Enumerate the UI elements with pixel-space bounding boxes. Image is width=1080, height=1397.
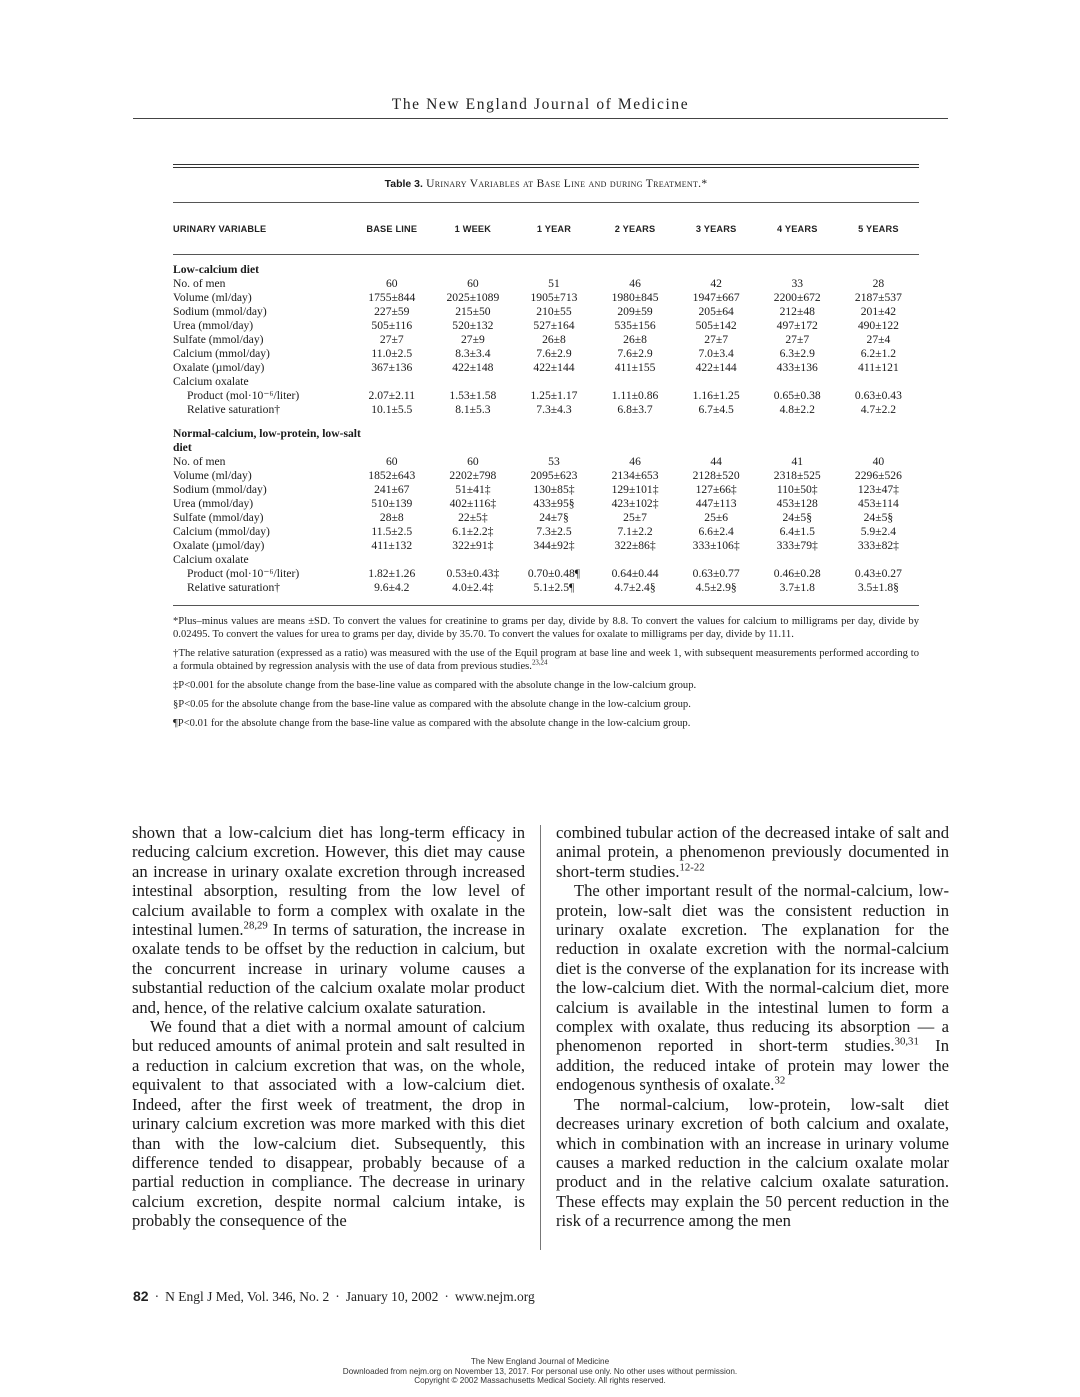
table-cell: 6.3±2.9 <box>779 347 815 360</box>
section-row <box>173 255 919 278</box>
table-cell: 0.63±0.77 <box>692 567 740 580</box>
footnote-star: *Plus–minus values are means ±SD. To convert the values for creatinine to grams per day, divide by 8.8. To convert the values for calcium to milligrams per day, divide by 0.02495. To convert the values for urea to grams per day, divide by 35.70. To convert the values for oxalate to milligrams per day, divide by 11.11. <box>173 616 919 640</box>
column-header: 5 YEARS <box>858 224 899 234</box>
table-cell: 433±95§ <box>533 497 575 510</box>
footnote-ddagger: ‡P<0.001 for the absolute change from the base-line value as compared with the absolute change in the low-calcium group. <box>173 680 697 691</box>
section-label: Low-calcium diet <box>173 263 259 276</box>
page-footer <box>133 1288 535 1305</box>
table-cell: 422±148 <box>452 361 494 374</box>
paragraph-text: shown that a low-calcium diet has long-term efficacy in reducing calcium excretion. However, this diet may cause an increase in urinary oxalate excretion through increased intestinal absorption, resulting from the low level of calcium available to form a complex with oxalate in the intestinal lumen. <box>132 823 525 940</box>
table-cell: 497±172 <box>776 319 818 332</box>
table-cell: 42 <box>710 277 722 290</box>
table-cell: 433±136 <box>776 361 818 374</box>
table-title <box>173 168 919 202</box>
table-cell: 535±156 <box>614 319 656 332</box>
table-cell <box>838 375 919 389</box>
reference: 12-22 <box>679 861 705 874</box>
table-row <box>173 305 919 319</box>
paragraph <box>132 823 525 1017</box>
table-cell: 333±79‡ <box>776 539 818 552</box>
table-cell: 6.2±1.2 <box>860 347 897 360</box>
table-cell: 41 <box>791 455 804 468</box>
row-label: Sulfate (mmol/day) <box>173 333 264 346</box>
table-cell: 6.7±4.5 <box>698 403 734 416</box>
table-cell: 24±7§ <box>539 511 569 524</box>
table-cell: 7.0±3.4 <box>698 347 734 360</box>
header-rule <box>133 118 948 119</box>
table-cell: 1.82±1.26 <box>368 567 416 580</box>
table-cell <box>351 553 432 567</box>
table-cell <box>595 375 676 389</box>
table-cell: 53 <box>548 455 560 468</box>
table-cell: 422±144 <box>533 361 575 374</box>
table-cell <box>838 553 919 567</box>
footnote-dagger <box>173 647 919 673</box>
footnote-dagger-refs: 23,24 <box>531 659 548 667</box>
table-cell: 4.8±2.2 <box>779 403 815 416</box>
table-cell: 5.1±2.5¶ <box>533 581 575 594</box>
table-cell: 27±9 <box>460 333 485 346</box>
table-row <box>173 553 919 567</box>
table-cell: 9.6±4.2 <box>374 581 410 594</box>
row-label: Urea (mmol/day) <box>173 319 254 332</box>
table-cell: 1.53±1.58 <box>449 389 497 402</box>
table-cell: 505±116 <box>371 319 413 332</box>
table-cell: 1.25±1.17 <box>530 389 578 402</box>
paragraph <box>556 823 949 881</box>
table-cell: 422±144 <box>695 361 737 374</box>
table-row <box>173 581 919 605</box>
table-row <box>173 539 919 553</box>
table-cell: 6.1±2.2‡ <box>452 525 494 538</box>
table-cell: 0.53±0.43‡ <box>446 567 500 580</box>
table-row <box>173 277 919 291</box>
table-cell: 527±164 <box>533 319 575 332</box>
table-header-row <box>173 203 919 255</box>
table-cell <box>432 553 513 567</box>
journal-header: The New England Journal of Medicine <box>391 96 690 113</box>
table-cell: 2318±525 <box>773 469 821 482</box>
table-cell: 215±50 <box>455 305 491 318</box>
table-cell: 8.1±5.3 <box>455 403 491 416</box>
row-label: Calcium (mmol/day) <box>173 347 270 360</box>
table-cell: 241±67 <box>374 483 410 496</box>
row-label: Calcium oxalate <box>173 375 249 388</box>
table-body <box>173 255 919 606</box>
table-3 <box>173 164 919 736</box>
table-cell: 3.7±1.8 <box>779 581 815 594</box>
table-cell: 7.3±2.5 <box>536 525 572 538</box>
row-label: Volume (ml/day) <box>173 469 252 482</box>
table-cell: 24±5§ <box>863 511 894 524</box>
paragraph: The normal-calcium, low-protein, low-salt diet decreases urinary excretion of both calcium and oxalate, which in combination with an increase in urinary volume causes a marked reduction in the calcium oxalate molar product and in the relative calcium oxalate saturation. These effects may explain the 50 percent reduction in the risk of a recurrence among the men <box>556 1094 949 1231</box>
table-cell: 2128±520 <box>692 469 740 482</box>
table-cell: 22±5‡ <box>458 511 488 524</box>
table-row <box>173 511 919 525</box>
paragraph-text: In terms of saturation, the increase in oxalate tends to be offset by the reduction in calcium, but the concurrent increase in urinary volume causes a substantial reduction of the calcium oxalate molar product and, hence, of the relative calcium oxalate saturation. <box>132 920 525 1017</box>
table-bottom-rule <box>173 605 919 606</box>
footer-separator: · <box>444 1289 449 1304</box>
row-label: Oxalate (µmol/day) <box>173 539 265 552</box>
table-cell: 520±132 <box>452 319 494 332</box>
table-cell: 411±132 <box>371 539 413 552</box>
download-note <box>0 1357 1080 1386</box>
paragraph <box>556 881 949 1094</box>
row-label: Product (mol·10⁻⁶/liter) <box>187 567 300 580</box>
table-cell: 1.11±0.86 <box>611 389 659 402</box>
table-cell: 2187±537 <box>854 291 902 304</box>
table-cell: 1.16±1.25 <box>692 389 740 402</box>
column-rule <box>540 825 541 1250</box>
footer-date: January 10, 2002 <box>345 1289 439 1304</box>
table-cell <box>757 553 838 567</box>
table-row <box>173 291 919 305</box>
table-cell: 3.5±1.8§ <box>857 581 899 594</box>
row-label: Calcium oxalate <box>173 553 249 566</box>
table-cell: 2200±672 <box>773 291 821 304</box>
table-cell <box>676 553 757 567</box>
table-cell: 322±86‡ <box>614 539 656 552</box>
row-label: No. of men <box>173 455 226 468</box>
column-header: 2 YEARS <box>614 224 656 234</box>
column-header: 1 WEEK <box>454 224 492 234</box>
footer-separator: · <box>335 1289 340 1304</box>
table-cell: 46 <box>629 277 641 290</box>
table-cell: 28 <box>872 277 885 290</box>
table-cell: 27±7 <box>379 333 404 346</box>
table-cell: 7.6±2.9 <box>617 347 653 360</box>
column-header: 4 YEARS <box>776 224 818 234</box>
table-cell: 1905±713 <box>530 291 578 304</box>
reference: 28,29 <box>243 919 268 932</box>
table-cell: 402±116‡ <box>449 497 497 510</box>
table-cell: 7.1±2.2 <box>617 525 653 538</box>
table-cell: 209±59 <box>617 305 653 318</box>
table-cell: 7.3±4.3 <box>536 403 572 416</box>
table-cell: 7.6±2.9 <box>536 347 572 360</box>
table-cell: 25±6 <box>704 511 729 524</box>
table-cell: 11.0±2.5 <box>371 347 413 360</box>
table-row <box>173 567 919 581</box>
row-label: Product (mol·10⁻⁶/liter) <box>187 389 300 402</box>
row-label: Sodium (mmol/day) <box>173 483 267 496</box>
paragraph-text: combined tubular action of the decreased intake of salt and animal protein, a phenomenon previously documented in short-term studies. <box>556 823 949 881</box>
table-cell: 344±92‡ <box>533 539 575 552</box>
urinary-table <box>173 203 919 605</box>
table-cell <box>513 375 594 389</box>
table-cell <box>676 375 757 389</box>
table-cell: 60 <box>467 277 479 290</box>
table-footnotes <box>173 615 919 730</box>
table-cell: 0.63±0.43 <box>854 389 902 402</box>
table-row <box>173 403 919 417</box>
footer-citation: N Engl J Med, Vol. 346, No. 2 <box>165 1289 330 1304</box>
table-cell: 10.1±5.5 <box>371 403 413 416</box>
row-label: Urea (mmol/day) <box>173 497 254 510</box>
table-cell: 27±7 <box>704 333 729 346</box>
table-cell: 123±47‡ <box>857 483 899 496</box>
table-cell: 490±122 <box>857 319 899 332</box>
row-label: Relative saturation† <box>187 403 281 416</box>
table-cell: 411±121 <box>858 361 899 374</box>
table-cell <box>595 553 676 567</box>
column-header: 3 YEARS <box>695 224 737 234</box>
footnote-section: §P<0.05 for the absolute change from the base-line value as compared with the absolute change in the low-calcium group. <box>173 699 691 710</box>
table-cell: 60 <box>385 455 398 468</box>
table-cell: 505±142 <box>695 319 737 332</box>
footnote-dagger-text: †The relative saturation (expressed as a ratio) was measured with the use of the Equil program at base line and week 1, with subsequent measurements performed according to a formula obtained by regression analysis with the use of data from previous studies. <box>173 648 919 672</box>
table-cell: 0.70±0.48¶ <box>527 567 581 580</box>
table-row <box>173 389 919 403</box>
table-cell: 33 <box>791 277 804 290</box>
table-cell <box>513 553 594 567</box>
reference: 30,31 <box>894 1035 919 1048</box>
section-row <box>173 417 919 455</box>
table-cell: 212±48 <box>779 305 815 318</box>
table-cell: 46 <box>629 455 641 468</box>
table-cell: 322±91‡ <box>452 539 494 552</box>
table-cell: 411±155 <box>614 361 656 374</box>
table-cell: 0.64±0.44 <box>611 567 659 580</box>
body-column-right <box>556 823 949 1231</box>
table-cell: 453±128 <box>776 497 818 510</box>
table-cell: 227±59 <box>374 305 410 318</box>
footnote-pilcrow: ¶P<0.01 for the absolute change from the base-line value as compared with the absolute change in the low-calcium group. <box>173 718 691 729</box>
row-label: Sodium (mmol/day) <box>173 305 267 318</box>
row-label: Sulfate (mmol/day) <box>173 511 264 524</box>
download-note-line: Copyright © 2002 Massachusetts Medical Society. All rights reserved. <box>414 1376 666 1385</box>
table-row <box>173 361 919 375</box>
table-cell: 510±139 <box>371 497 413 510</box>
paragraph: We found that a diet with a normal amount of calcium but reduced amounts of animal protein and salt resulted in a reduction in calcium excretion that was, on the whole, equivalent to that associated with a low-calcium diet. Indeed, after the first week of treatment, the drop in urinary calcium excretion was more marked with this diet than with the low-calcium diet. Subsequently, this difference tended to disappear, probably because of a partial reduction in compliance. The decrease in urinary calcium excretion, despite normal calcium intake, is probably the consequence of the <box>132 1017 525 1231</box>
table-cell: 4.7±2.2 <box>860 403 897 416</box>
table-cell: 26±8 <box>623 333 647 346</box>
table-cell: 2134±653 <box>611 469 659 482</box>
table-row <box>173 333 919 347</box>
table-cell: 26±8 <box>542 333 566 346</box>
paragraph-text: The other important result of the normal-calcium, low-protein, low-salt diet was the consistent reduction in urinary oxalate excretion. The explanation for the reduction in oxalate excretion with the normal-calcium diet is the converse of the explanation for its increase with the low-calcium diet. With the normal-calcium diet, more calcium is available in the intestinal lumen to form a complex with oxalate, thus reducing its absorption — a phenomenon reported in short-term studies. <box>556 881 949 1056</box>
reference: 32 <box>774 1074 786 1087</box>
body-column-left <box>132 823 525 1231</box>
table-cell: 453±114 <box>858 497 899 510</box>
table-cell: 6.8±3.7 <box>617 403 653 416</box>
download-note-line: The New England Journal of Medicine <box>470 1357 610 1366</box>
table-cell: 4.0±2.4‡ <box>452 581 494 594</box>
table-cell: 24±5§ <box>782 511 813 524</box>
table-cell: 1755±844 <box>368 291 416 304</box>
table-cell: 130±85‡ <box>533 483 575 496</box>
row-label: Oxalate (µmol/day) <box>173 361 265 374</box>
table-cell: 210±55 <box>536 305 572 318</box>
table-cell: 201±42 <box>860 305 897 318</box>
page-number: 82 <box>133 1288 149 1304</box>
table-cell: 367±136 <box>371 361 413 374</box>
table-row <box>173 347 919 361</box>
table-cell: 2.07±2.11 <box>368 389 416 402</box>
table-cell: 4.7±2.4§ <box>614 581 656 594</box>
table-row <box>173 455 919 469</box>
table-cell: 51±41‡ <box>455 483 491 496</box>
table-cell: 423±102‡ <box>611 497 659 510</box>
table-row <box>173 525 919 539</box>
table-cell: 0.65±0.38 <box>773 389 821 402</box>
table-cell: 1980±845 <box>611 291 659 304</box>
table-cell: 2296±526 <box>854 469 902 482</box>
column-header: BASE LINE <box>366 224 418 234</box>
table-cell: 205±64 <box>698 305 734 318</box>
table-cell: 129±101‡ <box>611 483 659 496</box>
table-cell: 0.46±0.28 <box>773 567 821 580</box>
table-row <box>173 375 919 389</box>
table-cell <box>351 375 432 389</box>
table-cell: 44 <box>710 455 722 468</box>
row-label: Relative saturation† <box>187 581 281 594</box>
table-cell: 1852±643 <box>368 469 416 482</box>
table-cell: 60 <box>385 277 398 290</box>
table-cell <box>432 375 513 389</box>
download-note-line: Downloaded from nejm.org on November 13, 2017. For personal use only. No other uses without permission. <box>342 1366 738 1376</box>
row-label: Calcium (mmol/day) <box>173 525 270 538</box>
table-cell: 2202±798 <box>449 469 497 482</box>
table-caption: Urinary Variables at Base Line and during Treatment.* <box>426 178 708 190</box>
table-cell: 110±50‡ <box>776 483 818 496</box>
table-cell: 0.43±0.27 <box>854 567 902 580</box>
table-row <box>173 469 919 483</box>
section-label: Normal-calcium, low-protein, low-salt diet <box>173 427 361 454</box>
row-label: Volume (ml/day) <box>173 291 252 304</box>
table-cell: 25±7 <box>623 511 647 524</box>
table-cell <box>757 375 838 389</box>
row-label: No. of men <box>173 277 226 290</box>
table-cell: 2095±623 <box>530 469 578 482</box>
table-cell: 5.9±2.4 <box>860 525 897 538</box>
table-cell: 333±106‡ <box>692 539 740 552</box>
table-cell: 333±82‡ <box>857 539 899 552</box>
table-cell: 51 <box>548 277 560 290</box>
table-row <box>173 483 919 497</box>
table-row <box>173 319 919 333</box>
table-number: Table 3. <box>384 178 423 190</box>
table-cell: 60 <box>467 455 479 468</box>
column-header: URINARY VARIABLE <box>173 224 267 234</box>
table-cell: 40 <box>872 455 885 468</box>
table-cell: 6.6±2.4 <box>698 525 734 538</box>
table-cell: 2025±1089 <box>446 291 500 304</box>
table-cell: 127±66‡ <box>695 483 737 496</box>
table-cell: 27±7 <box>785 333 810 346</box>
table-cell: 8.3±3.4 <box>455 347 491 360</box>
table-row <box>173 497 919 511</box>
table-cell: 4.5±2.9§ <box>695 581 737 594</box>
table-cell: 28±8 <box>379 511 404 524</box>
table-cell: 27±4 <box>866 333 891 346</box>
footer-separator: · <box>154 1289 160 1304</box>
table-cell: 447±113 <box>695 497 737 510</box>
column-header: 1 YEAR <box>536 224 572 234</box>
table-cell: 6.4±1.5 <box>779 525 815 538</box>
footer-website[interactable]: www.nejm.org <box>454 1289 535 1304</box>
table-cell: 1947±667 <box>692 291 740 304</box>
paragraph-text: In addition, the reduced intake of protein may lower the endogenous synthesis of oxalate. <box>556 1036 949 1095</box>
table-cell: 11.5±2.5 <box>371 525 413 538</box>
